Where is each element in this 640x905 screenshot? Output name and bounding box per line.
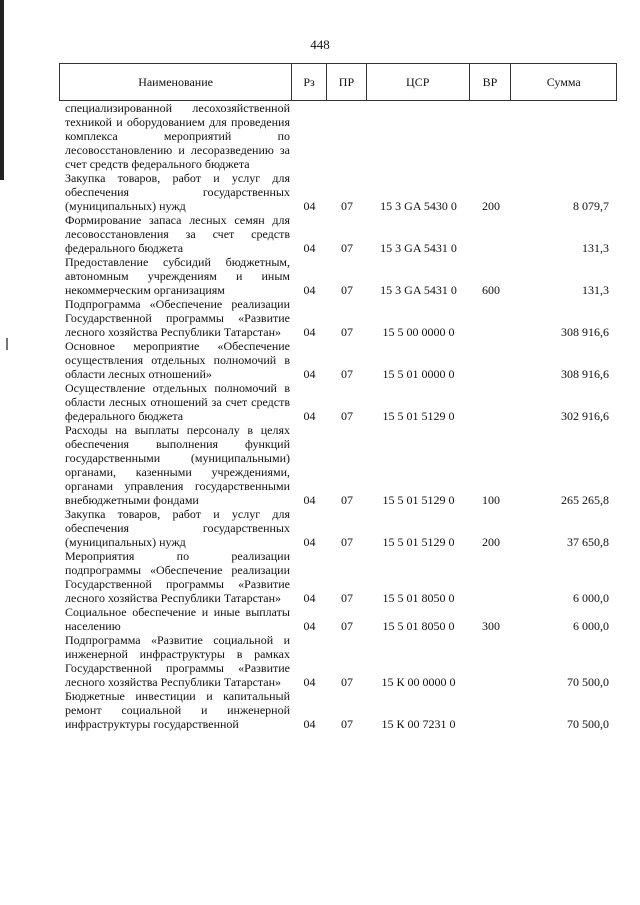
column-header-name: Наименование	[60, 64, 292, 100]
row-sum: 70 500,0	[567, 675, 609, 689]
row-sum: 265 265,8	[561, 493, 609, 507]
row-csr: 15 К 00 7231 0	[381, 717, 456, 731]
table-row	[59, 605, 617, 633]
row-pr: 07	[341, 675, 353, 689]
table-row	[59, 423, 617, 507]
row-pr: 07	[341, 493, 353, 507]
row-name: Формирование запаса лесных семян для лесовосстановления за счет средств федерального бюджета	[65, 213, 290, 255]
row-csr: 15 К 00 0000 0	[381, 675, 456, 689]
table-row	[59, 255, 617, 297]
row-vr: 200	[482, 535, 500, 549]
table-row	[59, 213, 617, 255]
row-pr: 07	[341, 717, 353, 731]
row-vr: 100	[482, 493, 500, 507]
row-sum: 131,3	[582, 283, 609, 297]
row-name: Мероприятия по реализации подпрограммы «Обеспечение реализации Государственной программы «Развитие лесного хозяйства Республики Татарстан»	[65, 549, 290, 605]
row-csr: 15 5 01 0000 0	[382, 367, 455, 381]
row-rz: 04	[303, 409, 316, 423]
row-rz: 04	[303, 535, 316, 549]
table-row	[59, 171, 617, 213]
row-pr: 07	[341, 591, 353, 605]
row-name: Подпрограмма «Развитие социальной и инженерной инфраструктуры в рамках Государственной программы «Развитие лесного хозяйства Республики Татарстан»	[65, 633, 290, 689]
row-name: Расходы на выплаты персоналу в целях обеспечения выполнения функций государственными (муниципальными) органами, казенными учреждениями, органами управления государственными внебюджетными фондами	[65, 423, 290, 507]
row-sum: 8 079,7	[573, 199, 609, 213]
scan-edge-tick	[6, 338, 8, 350]
scan-edge-mark	[0, 0, 4, 180]
table-row	[59, 297, 617, 339]
row-sum: 308 916,6	[561, 367, 609, 381]
table-body	[59, 101, 617, 731]
row-sum: 302 916,6	[561, 409, 609, 423]
row-name: Предоставление субсидий бюджетным, автономным учреждениям и иным некоммерческим организациям	[65, 255, 290, 297]
column-header-rz: Рз	[292, 64, 327, 100]
row-rz: 04	[303, 493, 316, 507]
table-row	[59, 101, 617, 171]
row-rz: 04	[303, 283, 316, 297]
row-pr: 07	[341, 199, 353, 213]
row-pr: 07	[341, 283, 353, 297]
row-pr: 07	[341, 241, 353, 255]
table-row	[59, 689, 617, 731]
row-name: Социальное обеспечение и иные выплаты населению	[65, 605, 290, 633]
row-csr: 15 3 GA 5430 0	[380, 199, 457, 213]
column-header-vr: ВР	[470, 64, 512, 100]
row-name: Закупка товаров, работ и услуг для обеспечения государственных (муниципальных) нужд	[65, 507, 290, 549]
row-sum: 308 916,6	[561, 325, 609, 339]
table-row	[59, 633, 617, 689]
row-pr: 07	[341, 367, 353, 381]
row-vr: 300	[482, 619, 500, 633]
row-csr: 15 3 GA 5431 0	[380, 241, 457, 255]
row-name: специализированной лесохозяйственной техникой и оборудованием для проведения комплекса мероприятий по лесовосстановлению и лесоразведению за счет средств федерального бюджета	[65, 101, 290, 171]
row-csr: 15 5 01 5129 0	[382, 409, 455, 423]
column-header-csr: ЦСР	[367, 64, 470, 100]
page-number: 448	[310, 37, 330, 52]
row-sum: 70 500,0	[567, 717, 609, 731]
row-rz: 04	[303, 367, 316, 381]
row-name: Бюджетные инвестиции и капитальный ремонт социальной и инженерной инфраструктуры государственной	[65, 689, 290, 731]
row-name: Закупка товаров, работ и услуг для обеспечения государственных (муниципальных) нужд	[65, 171, 290, 213]
row-sum: 131,3	[582, 241, 609, 255]
row-pr: 07	[341, 325, 353, 339]
row-rz: 04	[303, 591, 316, 605]
row-rz: 04	[303, 241, 316, 255]
column-header-sum: Сумма	[546, 74, 581, 89]
table-header	[59, 63, 617, 101]
row-sum: 37 650,8	[567, 535, 609, 549]
row-csr: 15 5 01 5129 0	[382, 535, 455, 549]
row-csr: 15 5 01 8050 0	[382, 619, 455, 633]
table-row	[59, 339, 617, 381]
row-name: Осуществление отдельных полномочий в области лесных отношений за счет средств федерального бюджета	[65, 381, 290, 423]
row-name: Основное мероприятие «Обеспечение осуществления отдельных полномочий в области лесных отношений»	[65, 339, 290, 381]
row-pr: 07	[341, 535, 353, 549]
row-csr: 15 5 01 8050 0	[382, 591, 455, 605]
row-name: Подпрограмма «Обеспечение реализации Государственной программы «Развитие лесного хозяйства Республики Татарстан»	[65, 297, 290, 339]
row-csr: 15 5 00 0000 0	[382, 325, 455, 339]
column-header-pr: ПР	[327, 64, 367, 100]
row-pr: 07	[341, 619, 353, 633]
row-pr: 07	[341, 409, 353, 423]
table-row	[59, 507, 617, 549]
row-rz: 04	[303, 325, 316, 339]
row-csr: 15 5 01 5129 0	[382, 493, 455, 507]
row-sum: 6 000,0	[573, 619, 609, 633]
row-csr: 15 3 GA 5431 0	[380, 283, 457, 297]
row-rz: 04	[303, 717, 316, 731]
table-row	[59, 549, 617, 605]
row-sum: 6 000,0	[573, 591, 609, 605]
row-vr: 600	[482, 283, 500, 297]
row-rz: 04	[303, 619, 316, 633]
row-vr: 200	[482, 199, 500, 213]
table-row	[59, 381, 617, 423]
row-rz: 04	[303, 199, 316, 213]
row-rz: 04	[303, 675, 316, 689]
